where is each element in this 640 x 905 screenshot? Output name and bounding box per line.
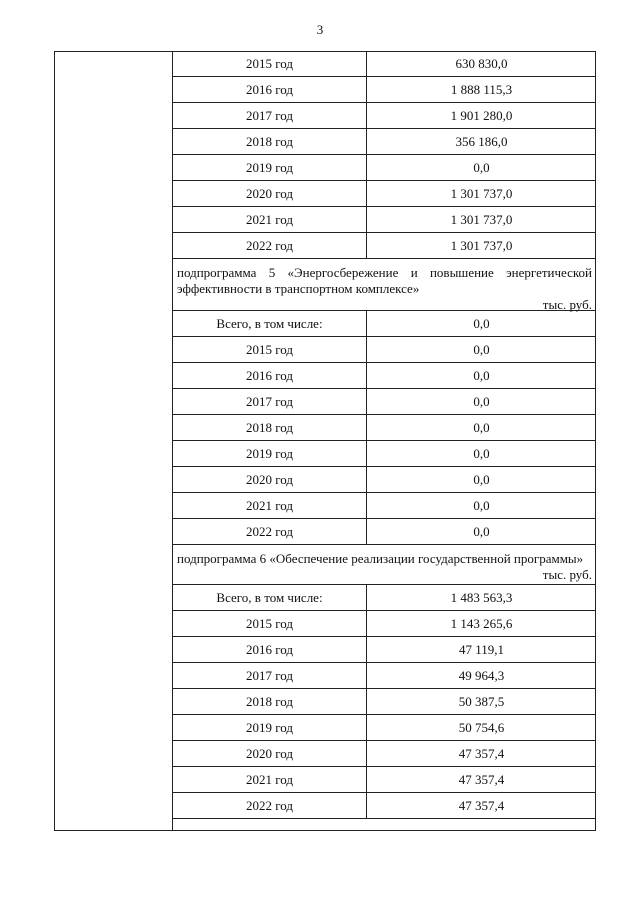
value-cell: 1 483 563,3 <box>450 590 513 605</box>
subprogram5-heading <box>173 259 596 311</box>
table-row <box>173 77 596 103</box>
table-row <box>173 611 596 637</box>
table-row <box>173 441 596 467</box>
value-cell: 0,0 <box>473 446 490 461</box>
year-cell: 2016 год <box>173 637 367 662</box>
year-cell: 2018 год <box>173 129 367 154</box>
value-cell: 50 387,5 <box>458 694 505 709</box>
subprogram6-title: подпрограмма 6 «Обеспечение реализации государственной программы» <box>177 551 584 566</box>
block-top <box>173 51 596 259</box>
year-cell: 2022 год <box>173 519 367 544</box>
table-row <box>173 467 596 493</box>
table-bottom-border <box>54 830 596 831</box>
table-row <box>173 181 596 207</box>
table-row <box>173 637 596 663</box>
table-row <box>173 337 596 363</box>
year-cell: 2015 год <box>173 337 367 362</box>
value-cell: 0,0 <box>473 472 490 487</box>
table-row <box>173 233 596 259</box>
year-cell: 2016 год <box>173 363 367 388</box>
year-cell: 2020 год <box>173 181 367 206</box>
year-cell: 2017 год <box>173 389 367 414</box>
table-row <box>173 389 596 415</box>
value-cell: 1 301 737,0 <box>450 212 513 227</box>
table-row <box>173 715 596 741</box>
year-cell: 2017 год <box>173 103 367 128</box>
table-row <box>173 415 596 441</box>
year-cell: 2016 год <box>173 77 367 102</box>
value-cell: 47 357,4 <box>458 746 505 761</box>
funding-table <box>173 51 596 819</box>
subprogram6-rows <box>173 585 596 819</box>
year-cell: 2018 год <box>173 689 367 714</box>
year-cell: 2019 год <box>173 441 367 466</box>
table-row <box>173 689 596 715</box>
year-cell: 2021 год <box>173 767 367 792</box>
value-cell: 0,0 <box>473 316 490 331</box>
table-row <box>173 155 596 181</box>
value-cell: 0,0 <box>473 160 490 175</box>
value-cell: 0,0 <box>473 524 490 539</box>
value-cell: 0,0 <box>473 394 490 409</box>
value-cell: 47 357,4 <box>458 772 505 787</box>
value-cell: 0,0 <box>473 342 490 357</box>
value-cell: 1 301 737,0 <box>450 238 513 253</box>
subprogram5-title: подпрограмма 5 «Энергосбережение и повышение энергетической эффективности в транспортном комплексе» <box>177 265 592 296</box>
value-cell: 0,0 <box>473 498 490 513</box>
table-row <box>173 311 596 337</box>
value-cell: 1 301 737,0 <box>450 186 513 201</box>
year-cell: 2019 год <box>173 715 367 740</box>
table-row <box>173 519 596 545</box>
year-cell: 2020 год <box>173 741 367 766</box>
subprogram6-heading <box>173 545 596 585</box>
value-cell: 1 143 265,6 <box>450 616 513 631</box>
value-cell: 50 754,6 <box>458 720 505 735</box>
value-cell: 1 901 280,0 <box>450 108 513 123</box>
table-row <box>173 129 596 155</box>
year-cell: 2019 год <box>173 155 367 180</box>
table-row <box>173 741 596 767</box>
table-row <box>173 767 596 793</box>
value-cell: 356 186,0 <box>455 134 508 149</box>
year-cell: 2017 год <box>173 663 367 688</box>
year-cell: 2020 год <box>173 467 367 492</box>
table-left-column <box>54 51 173 831</box>
year-cell: 2021 год <box>173 493 367 518</box>
table-row <box>173 207 596 233</box>
subprogram5-unit: тыс. руб. <box>542 297 592 312</box>
value-cell: 49 964,3 <box>458 668 505 683</box>
table-row <box>173 793 596 819</box>
value-cell: 630 830,0 <box>455 56 508 71</box>
year-cell: Всего, в том числе: <box>173 311 367 336</box>
value-cell: 0,0 <box>473 420 490 435</box>
year-cell: 2021 год <box>173 207 367 232</box>
value-cell: 0,0 <box>473 368 490 383</box>
table-row <box>173 585 596 611</box>
year-cell: 2018 год <box>173 415 367 440</box>
table-row <box>173 663 596 689</box>
year-cell: 2022 год <box>173 793 367 818</box>
subprogram6-unit: тыс. руб. <box>542 567 592 582</box>
value-cell: 47 119,1 <box>458 642 505 657</box>
value-cell: 1 888 115,3 <box>450 82 513 97</box>
year-cell: 2015 год <box>173 51 367 76</box>
year-cell: 2015 год <box>173 611 367 636</box>
table-row <box>173 493 596 519</box>
subprogram5-rows <box>173 311 596 545</box>
table-row <box>173 363 596 389</box>
year-cell: Всего, в том числе: <box>173 585 367 610</box>
page-number: 3 <box>316 22 324 37</box>
table-row <box>173 103 596 129</box>
year-cell: 2022 год <box>173 233 367 258</box>
table-row <box>173 51 596 77</box>
value-cell: 47 357,4 <box>458 798 505 813</box>
